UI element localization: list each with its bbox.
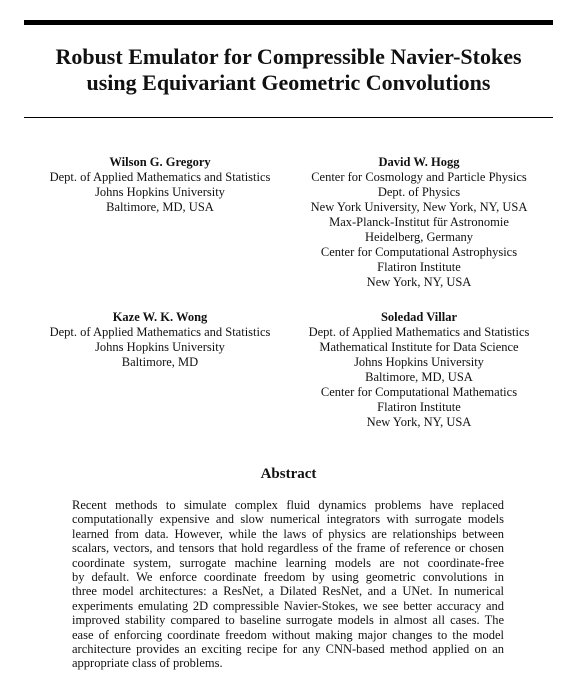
author-affiliation: Flatiron Institute — [377, 400, 461, 414]
author-affiliation: New York, NY, USA — [366, 275, 472, 289]
author-name: Soledad Villar — [380, 310, 458, 324]
abstract-line: scalars, vectors, and tensors that hold regardless of the frame of reference or chosen — [72, 541, 504, 556]
abstract-line: architecture provides an exciting recipe for any CNN-based method applied on an — [72, 642, 504, 657]
author-affiliation: New York University, New York, NY, USA — [310, 200, 528, 214]
abstract-line: experiments emulating 2D compressible Navier-Stokes, we see better accuracy and — [72, 598, 504, 613]
author-name: Wilson G. Gregory — [109, 155, 211, 169]
abstract-line: Recent methods to simulate complex fluid dynamics problems have replaced — [72, 498, 504, 512]
abstract-body — [72, 498, 504, 671]
author-affiliation: Johns Hopkins University — [95, 340, 225, 354]
author-name: Kaze W. K. Wong — [112, 310, 208, 324]
abstract-line: appropriate class of problems. — [72, 656, 223, 671]
abstract-line: ease of enforcing coordinate freedom without making major changes to the model — [72, 627, 504, 642]
abstract-line: improved stability compared to baseline surrogate models in almost all cases. The — [72, 613, 504, 628]
author-affiliation: Center for Computational Astrophysics — [320, 245, 518, 259]
abstract-line: three model architectures: a ResNet, a Dilated ResNet, and a UNet. In numerical — [72, 584, 504, 599]
author-affiliation: Max-Planck-Institut für Astronomie — [329, 215, 509, 229]
top-rule — [24, 20, 553, 25]
author-block — [24, 310, 296, 370]
abstract-line: learned from data. However, while the laws of physics are relationships between — [72, 526, 504, 541]
author-affiliation: Heidelberg, Germany — [364, 230, 474, 244]
title-line: using Equivariant Geometric Convolutions — [86, 70, 491, 95]
author-affiliation: Center for Computational Mathematics — [320, 385, 518, 399]
author-block — [288, 310, 550, 430]
paper-title — [24, 44, 553, 96]
author-affiliation: Baltimore, MD, USA — [106, 200, 214, 214]
title-bottom-rule — [24, 117, 553, 118]
author-affiliation: Mathematical Institute for Data Science — [319, 340, 519, 354]
author-affiliation: Johns Hopkins University — [95, 185, 225, 199]
author-affiliation: Dept. of Applied Mathematics and Statistics — [308, 325, 530, 339]
author-affiliation: Baltimore, MD — [121, 355, 199, 369]
author-affiliation: Baltimore, MD, USA — [365, 370, 473, 384]
author-affiliation: Center for Cosmology and Particle Physics — [311, 170, 527, 184]
title-line: Robust Emulator for Compressible Navier-Stokes — [55, 44, 522, 69]
abstract-line: computationally expensive and slow numerical integrators with surrogate models — [72, 512, 504, 527]
author-block — [24, 155, 296, 215]
author-affiliation: Flatiron Institute — [377, 260, 461, 274]
author-affiliation: Dept. of Applied Mathematics and Statistics — [49, 325, 271, 339]
author-affiliation: New York, NY, USA — [366, 415, 472, 429]
author-name: David W. Hogg — [378, 155, 460, 169]
author-affiliation: Johns Hopkins University — [354, 355, 484, 369]
author-affiliation: Dept. of Applied Mathematics and Statistics — [49, 170, 271, 184]
abstract-heading: Abstract — [260, 466, 317, 482]
author-block — [288, 155, 550, 290]
abstract-line: by default. We enforce coordinate freedom by using geometric convolutions in — [72, 570, 504, 585]
abstract-line: coordinate system, surrogate machine learning models are not coordinate-free — [72, 555, 504, 570]
author-affiliation: Dept. of Physics — [377, 185, 461, 199]
